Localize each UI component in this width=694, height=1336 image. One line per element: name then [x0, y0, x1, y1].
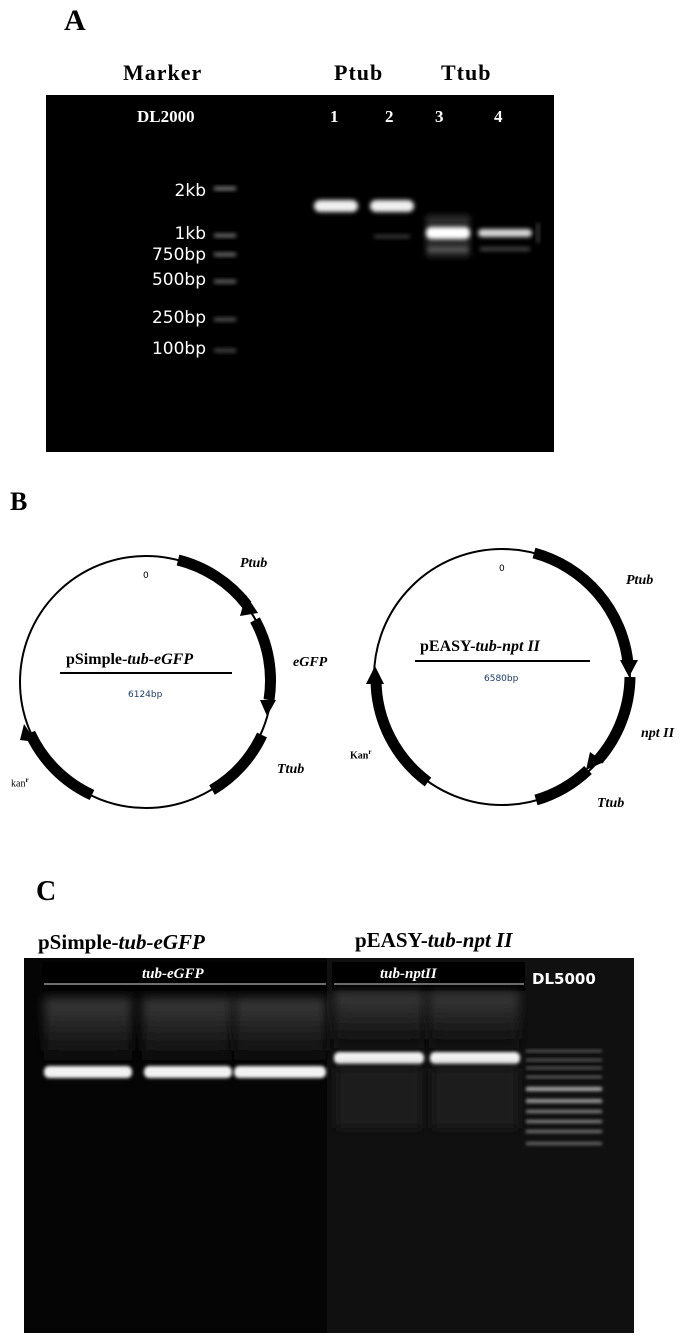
- ladder-c-band-6: [526, 1099, 602, 1103]
- ladder-c-band-3: [526, 1067, 602, 1069]
- panel-c-title-2-italic: tub-npt II: [427, 928, 513, 952]
- ladder-c-band-8: [526, 1120, 602, 1123]
- lane-3-lower-band: [428, 247, 468, 252]
- lane-edge-streak: [536, 223, 540, 243]
- lane-c5-smear: [429, 992, 519, 1048]
- plasmid-2-zero-label: 0: [499, 564, 505, 574]
- plasmid-1-zero-label: 0: [143, 571, 149, 581]
- ladder-c-band-9: [526, 1130, 602, 1133]
- lane-number-1: 1: [330, 107, 339, 126]
- lane-c4-band: [334, 1052, 424, 1064]
- marker-label-250bp: 250bp: [151, 308, 206, 328]
- panel-b-label: B: [10, 487, 28, 516]
- plasmid-2-name-italic: tub-npt II: [475, 638, 540, 655]
- plasmid-2-nptii-arrow: [598, 677, 630, 760]
- plasmid-1-map: [20, 556, 276, 808]
- gel-c-bands: [24, 958, 634, 1333]
- plasmid-1-size: 6124bp: [128, 690, 163, 700]
- panel-c-label: C: [36, 876, 57, 907]
- plasmid-1-kan-label: [11, 776, 29, 789]
- lane-c4-haze: [336, 1068, 422, 1128]
- ladder-band-2kb: [214, 187, 236, 190]
- plasmid-1-kan-text: kan: [11, 778, 26, 790]
- lane-4-lower-band: [480, 247, 530, 251]
- plasmid-1-egfp-arrowhead: [260, 700, 276, 716]
- plasmid-1-name-italic: tub-eGFP: [127, 651, 194, 668]
- ladder-band-750bp: [214, 253, 236, 256]
- plasmid-2-ttub-label: Ttub: [597, 796, 625, 811]
- ptub-header: Ptub: [334, 60, 384, 85]
- lane-group-2-label: tub-nptII: [380, 966, 437, 982]
- plasmid-2-ttub-arrow: [536, 770, 588, 800]
- ladder-c-band-4: [526, 1076, 602, 1078]
- lane-c5-haze: [432, 1068, 518, 1128]
- lane-number-2: 2: [385, 107, 394, 126]
- gel-a: [46, 95, 554, 452]
- plasmid-1-egfp-arrow: [255, 620, 271, 700]
- lane-c2-smear: [142, 998, 232, 1060]
- lane-group-1-label: tub-eGFP: [142, 966, 204, 982]
- plasmid-2-ptub-arrowhead: [620, 660, 638, 677]
- lane-4-band: [478, 229, 532, 237]
- lane-3-band: [426, 227, 470, 239]
- ladder-name-dl2000: DL2000: [137, 107, 195, 126]
- plasmid-2-ptub-label: Ptub: [626, 573, 654, 588]
- panel-c-title-2-prefix: pEASY-: [355, 928, 428, 952]
- plasmid-1-ptub-label: Ptub: [240, 556, 268, 571]
- plasmid-2-size: 6580bp: [484, 674, 519, 684]
- marker-label-1kb: 1kb: [174, 224, 206, 244]
- plasmid-2-kan-arrowhead: [366, 666, 384, 684]
- ladder-c-band-5: [526, 1087, 602, 1091]
- plasmid-1-name: [66, 651, 193, 669]
- lane-c1-smear: [44, 998, 132, 1060]
- lane-number-3: 3: [435, 107, 444, 126]
- marker-label-750bp: 750bp: [151, 245, 206, 265]
- plasmid-1-ttub-label: Ttub: [277, 762, 305, 777]
- plasmid-1-ptub-arrowhead: [240, 595, 258, 616]
- plasmid-2-kan-sup: r: [368, 748, 372, 756]
- lane-c5-band: [430, 1052, 520, 1064]
- lane-c2-band: [144, 1066, 232, 1078]
- ladder-band-100bp: [214, 349, 236, 352]
- gel-c: [24, 958, 634, 1333]
- marker-label-100bp: 100bp: [151, 339, 206, 359]
- lane-c3-smear: [234, 998, 326, 1060]
- plasmid-2-nptii-arrowhead: [586, 752, 604, 770]
- marker-label-500bp: 500bp: [151, 270, 206, 290]
- ladder-band-1kb: [214, 234, 236, 237]
- plasmid-2-name-prefix: pEASY-: [420, 638, 476, 655]
- panel-c-title-1-prefix: pSimple-: [38, 930, 119, 954]
- lane-number-4: 4: [494, 107, 503, 126]
- plasmid-1-kan-arrowhead: [20, 724, 36, 742]
- marker-header: Marker: [123, 60, 203, 85]
- panel-a-label: A: [64, 4, 86, 37]
- lane-1-band: [314, 200, 358, 212]
- plasmid-2-kan-text: Kan: [350, 750, 369, 762]
- plasmid-1-ptub-arrow: [178, 560, 247, 605]
- plasmid-1-kan-sup: r: [25, 776, 29, 784]
- ladder-name-dl5000: DL5000: [532, 970, 596, 988]
- lane-c4-smear: [334, 992, 424, 1048]
- lane-2-band: [370, 200, 414, 212]
- ttub-header: Ttub: [441, 60, 492, 85]
- marker-label-2kb: 2kb: [174, 181, 206, 201]
- plasmid-2-kan-label: [350, 748, 371, 761]
- plasmid-2-nptii-label: npt II: [641, 726, 675, 741]
- ladder-c-band-7: [526, 1110, 602, 1113]
- ladder-c-band-1: [526, 1050, 602, 1052]
- plasmid-2-name: [420, 638, 540, 656]
- ladder-band-250bp: [214, 318, 236, 321]
- plasmid-2-kan-arrow: [376, 680, 428, 782]
- ladder-c-band-10: [526, 1142, 602, 1145]
- plasmid-1-kan-arrow: [30, 733, 92, 795]
- plasmid-1-egfp-label: eGFP: [293, 655, 328, 670]
- panel-c-title-1: [38, 930, 205, 955]
- panel-c-title-1-italic: tub-eGFP: [118, 930, 205, 954]
- lane-c3-band: [234, 1066, 326, 1078]
- ladder-band-500bp: [214, 280, 236, 283]
- gel-a-bands: [46, 95, 554, 452]
- plasmid-1-name-prefix: pSimple-: [66, 651, 128, 668]
- panel-c-title-2: [355, 928, 512, 953]
- lane-c1-band: [44, 1066, 132, 1078]
- plasmid-2-ptub-arrow: [534, 553, 628, 663]
- lane-2-faint-band: [374, 235, 410, 238]
- plasmid-1-ttub-arrow: [212, 735, 262, 790]
- ladder-c-band-2: [526, 1059, 602, 1061]
